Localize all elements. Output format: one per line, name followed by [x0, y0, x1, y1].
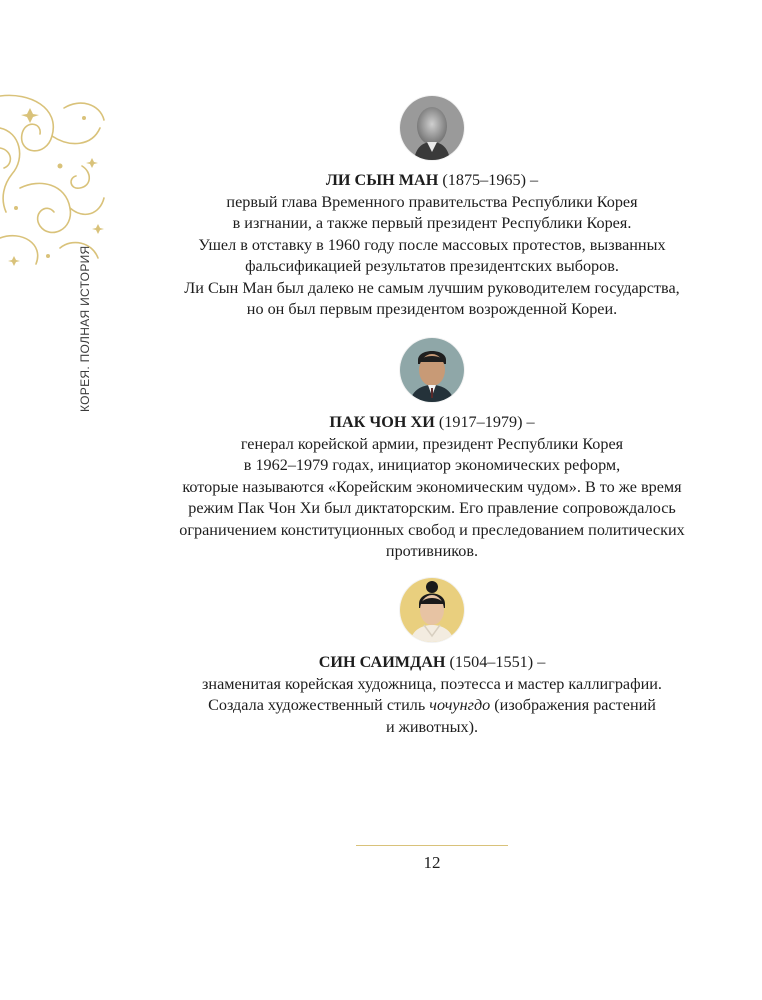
portrait-park-chung-hee: [400, 338, 464, 402]
bio-line: Ли Сын Ман был далеко не самым лучшим руководителем государства,: [184, 278, 680, 297]
bio-line: и животных).: [385, 717, 479, 736]
bio-text: [150, 652, 714, 738]
bio-heading: [150, 652, 714, 674]
bio-line: знаменитая корейская художница, поэтесса и мастер каллиграфии.: [202, 674, 662, 693]
decorative-ornament: [0, 88, 108, 268]
bio-line-styled: [150, 695, 714, 717]
bio-line: фальсификацией результатов президентских выборов.: [245, 257, 619, 275]
text-segment: (изображения растений: [490, 696, 656, 714]
bio-line: которые называются «Корейским экономическим чудом». В то же время: [182, 477, 682, 496]
bio-line: но он был первым президентом возрожденной Кореи.: [246, 300, 618, 318]
life-years: (1917–1979) –: [434, 413, 535, 431]
bio-line: в изгнании, а также первый президент Республики Корея.: [232, 214, 632, 232]
page-number: 12: [423, 853, 441, 872]
bio-line: первый глава Временного правительства Республики Корея: [226, 192, 638, 211]
bio-line: ограничением конституционных свобод и преследованием политических: [179, 520, 685, 539]
bio-line: Ушел в отставку в 1960 году после массовых протестов, вызванных: [198, 235, 666, 254]
bio-heading: [150, 412, 714, 434]
bio-syngman-rhee: [150, 96, 714, 321]
bio-line: генерал корейской армии, президент Республики Корея: [240, 434, 624, 453]
book-side-title: КОРЕЯ. ПОЛНАЯ ИСТОРИЯ: [78, 245, 92, 412]
life-years: (1875–1965) –: [438, 171, 539, 189]
bio-text: [150, 412, 714, 563]
footer-divider: [356, 845, 508, 846]
bio-line: режим Пак Чон Хи был диктаторским. Его правление сопровождалось: [188, 499, 676, 517]
portrait-syngman-rhee: [400, 96, 464, 160]
person-name: ЛИ СЫН МАН: [325, 171, 439, 189]
bio-shin-saimdang: [150, 578, 714, 738]
bio-park-chung-hee: [150, 338, 714, 563]
bio-line: в 1962–1979 годах, инициатор экономических реформ,: [243, 456, 621, 474]
bio-heading: [150, 170, 714, 192]
bio-line: противников.: [385, 542, 479, 560]
person-name: ПАК ЧОН ХИ: [329, 413, 435, 431]
person-name: СИН САИМДАН: [318, 653, 446, 671]
life-years: (1504–1551) –: [445, 653, 546, 671]
art-style-term: чочунгдо: [429, 696, 491, 714]
portrait-shin-saimdang: [400, 578, 464, 642]
text-segment: Создала художественный стиль: [208, 696, 430, 714]
bio-text: [150, 170, 714, 321]
